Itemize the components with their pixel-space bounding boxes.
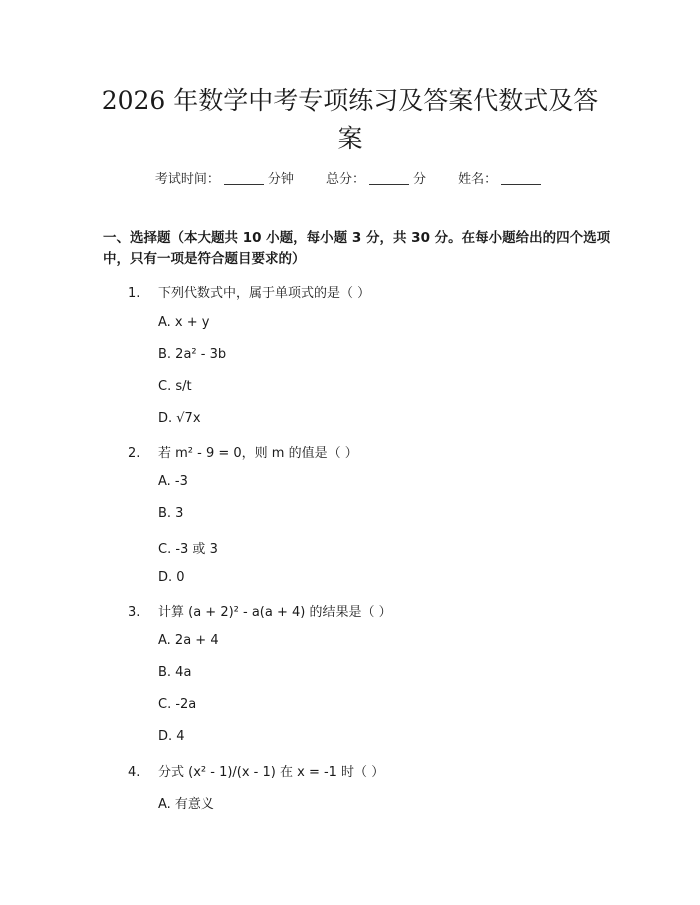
total-score-blank	[369, 172, 409, 185]
option-2d: D. 0	[158, 570, 185, 585]
option-3b: B. 4a	[158, 665, 192, 680]
option-3c: C. -2a	[158, 697, 197, 712]
option-3d: D. 4	[158, 729, 185, 744]
name-blank	[501, 172, 541, 185]
name-label: 姓名：	[458, 172, 498, 187]
question-number: 2.	[128, 446, 141, 461]
question-2	[128, 442, 358, 461]
total-score-unit: 分	[413, 172, 427, 187]
page-title: 2026 年数学中考专项练习及答案代数式及答案	[101, 86, 599, 153]
option-1b: B. 2a² - 3b	[158, 347, 227, 362]
question-4	[128, 761, 384, 780]
section-heading: 一、选择题（本大题共 10 小题，每小题 3 分，共 30 分。在每小题给出的四个选项中，只有一项是符合题目要求的）	[103, 230, 611, 267]
question-3	[128, 601, 392, 620]
total-score-field	[326, 168, 426, 187]
question-text: 计算 (a + 2)² - a(a + 4) 的结果是（ ）	[158, 605, 392, 620]
name-field	[458, 168, 545, 187]
option-1d: D. √7x	[158, 411, 201, 426]
question-number: 4.	[128, 765, 141, 780]
option-2b: B. 3	[158, 506, 184, 521]
exam-info	[0, 168, 700, 187]
exam-time-blank	[224, 172, 264, 185]
option-3a: A. 2a + 4	[158, 633, 219, 648]
option-2a: A. -3	[158, 474, 188, 489]
question-text: 若 m² - 9 = 0，则 m 的值是（ ）	[158, 446, 358, 461]
question-number: 1.	[128, 286, 141, 301]
exam-time-field	[155, 168, 294, 187]
question-number: 3.	[128, 605, 141, 620]
option-1c: C. s/t	[158, 379, 192, 394]
option-1a: A. x + y	[158, 315, 210, 330]
total-score-label: 总分：	[325, 172, 365, 187]
option-2c: C. -3 或 3	[158, 542, 218, 557]
question-text: 分式 (x² - 1)/(x - 1) 在 x = -1 时（ ）	[158, 765, 385, 780]
exam-time-unit: 分钟	[267, 172, 294, 187]
option-4a: A. 有意义	[158, 797, 214, 812]
question-1	[128, 282, 370, 301]
exam-time-label: 考试时间：	[154, 172, 220, 187]
question-text: 下列代数式中，属于单项式的是（ ）	[158, 286, 371, 301]
